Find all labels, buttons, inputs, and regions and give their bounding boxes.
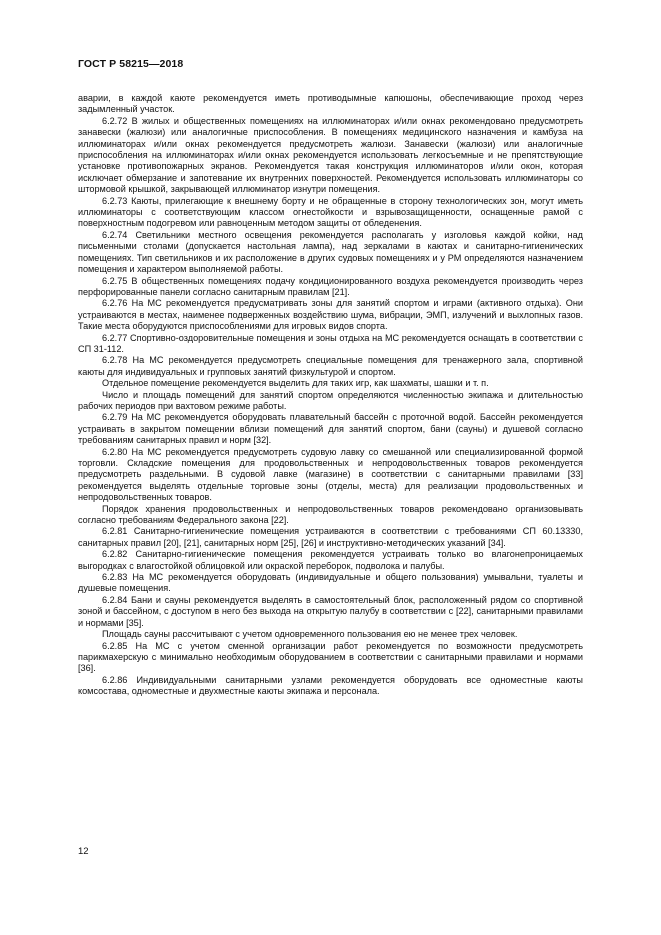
paragraph-6-2-72: 6.2.72 В жилых и общественных помещениях на иллюминаторах и/или окнах рекомендовано предусмотреть занавески (жалюзи) или аналогичные приспособления. В помещениях медицинского назначения и камбуза на иллюминаторах и/или окнах рекомендуется предусмотреть жалюзи. Занавески (жалюзи) или аналогичные приспособления на иллюминаторах и/или окнах рекомендуется использовать легкосъемные и не препятствующие установке противопожарных экранов. Рекомендуется такая конструкция иллюминаторов и/или окон, которая исключает обмерзание и запотевание их внутренних поверхностей. Рекомендуется использовать иллюминаторы со штормовой крышкой, закрывающей иллюминатор изнутри помещения. bbox=[78, 115, 583, 195]
document-body bbox=[78, 93, 583, 698]
paragraph-chess-room: Отдельное помещение рекомендуется выделить для таких игр, как шахматы, шашки и т. п. bbox=[102, 378, 489, 389]
paragraph-6-2-76: 6.2.76 На МС рекомендуется предусматривать зоны для занятий спортом и играми (активного отдыха). Они устраиваются в местах, наименее подверженных воздействию шума, вибрации, ЭМП, излучений и выхлопных газов. Такие места оборудуются приспособлениями для игровых видов спорта. bbox=[78, 298, 583, 332]
paragraph-sauna-area: Площадь сауны рассчитывают с учетом одновременного пользования ею не менее трех человек. bbox=[102, 629, 518, 640]
paragraph-6-2-81: 6.2.81 Санитарно-гигиенические помещения устраиваются в соответствии с требованиями СП 60.13330, санитарных правил [20], [21], санитарных норм [25], [26] и инструктивно-методических указаний [34]. bbox=[78, 526, 583, 548]
document-header: ГОСТ Р 58215—2018 bbox=[78, 58, 184, 70]
paragraph-6-2-78: 6.2.78 На МС рекомендуется предусмотреть специальные помещения для тренажерного зала, спортивной каюты для индивидуальных и групповых занятий физкультурой и спортом. bbox=[78, 355, 583, 377]
paragraph-6-2-79: 6.2.79 На МС рекомендуется оборудовать плавательный бассейн с проточной водой. Бассейн рекомендуется устраивать в закрытом помещении вблизи помещений для занятий спортом, бани (сауны) и душевой согласно требованиям санитарных правил и норм [32]. bbox=[78, 412, 583, 446]
paragraph-goods-storage: Порядок хранения продовольственных и непродовольственных товаров рекомендовано организовывать согласно требованиям Федерального закона [22]. bbox=[78, 503, 583, 526]
paragraph-6-2-86: 6.2.86 Индивидуальными санитарными узлами рекомендуется оборудовать все одноместные каюты комсостава, одноместные и двухместные каюты экипажа и персонала. bbox=[78, 674, 583, 697]
paragraph-continuation: аварии, в каждой каюте рекомендуется иметь противодымные капюшоны, обеспечивающие проход через задымленный участок. bbox=[78, 93, 583, 115]
paragraph-sports-rooms-count: Число и площадь помещений для занятий спортом определяются численностью экипажа и длительностью рабочих периодов при вахтовом режиме работы. bbox=[78, 389, 583, 411]
paragraph-6-2-83: 6.2.83 На МС рекомендуется оборудовать (индивидуальные и общего пользования) умывальни, туалеты и душевые помещения. bbox=[78, 572, 583, 594]
paragraph-6-2-74: 6.2.74 Светильники местного освещения рекомендуется располагать у изголовья каждой койки, над письменными столами (допускается настольная лампа), над зеркалами в каютах и санитарно-гигиенических помещениях. Тип светильников и их расположение в других судовых помещениях и у РМ определяются назначением помещения и характером выполняемой работы. bbox=[78, 229, 583, 275]
paragraph-6-2-84: 6.2.84 Бани и сауны рекомендуется выделять в самостоятельный блок, расположенный рядом со спортивной зоной и бассейном, с доступом в него без выхода на открытую палубу в соответствии с [22], санитарными правилами и нормами [35]. bbox=[78, 594, 583, 628]
paragraph-6-2-77: 6.2.77 Спортивно-оздоровительные помещения и зоны отдыха на МС рекомендуется оснащать в соответствии с СП 31-112. bbox=[78, 332, 583, 354]
paragraph-6-2-80: 6.2.80 На МС рекомендуется предусмотреть судовую лавку со смешанной или специализированной формой торговли. Складские помещения для продовольственных и непродовольственных товаров рекомендуется предусмотреть раздельными. В судовой лавке (магазине) в соответствии с санитарными правилами [33] рекомендуется выделять отдельные торговые зоны (отделы, места) для реализации продовольственных и непродовольственных товаров. bbox=[78, 446, 583, 503]
paragraph-6-2-73: 6.2.73 Каюты, прилегающие к внешнему борту и не обращенные в сторону технологических зон, могут иметь иллюминаторы с соответствующим классом огнестойкости и взрывозащищенности, оснащенные рамой с поверхностным подогревом или равноценным методом защиты от обледенения. bbox=[78, 195, 583, 229]
page-number: 12 bbox=[78, 846, 89, 857]
paragraph-6-2-85: 6.2.85 На МС с учетом сменной организации работ рекомендуется по возможности предусмотреть парикмахерскую с минимально необходимым оборудованием в соответствии с санитарными правилами и нормами [36]. bbox=[78, 640, 583, 674]
paragraph-6-2-82: 6.2.82 Санитарно-гигиенические помещения рекомендуется устраивать только во влагонепроницаемых выгородках с влагостойкой облицовкой или окраской переборок, подволока и палубы. bbox=[78, 549, 583, 571]
paragraph-6-2-75: 6.2.75 В общественных помещениях подачу кондиционированного воздуха рекомендуется производить через перфорированные панели согласно санитарным правилам [21]. bbox=[78, 275, 583, 297]
